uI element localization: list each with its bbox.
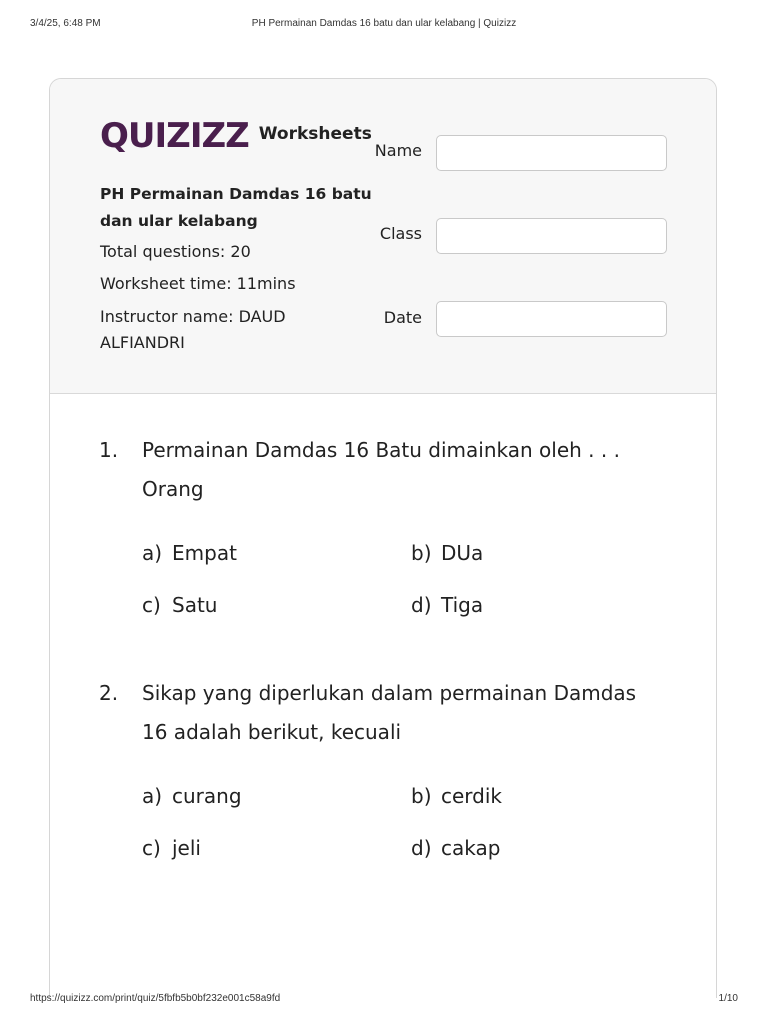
option-c [142, 591, 217, 619]
print-header [0, 18, 768, 34]
name-label: Name [374, 141, 422, 160]
class-label: Class [379, 224, 422, 243]
instructor-name: Instructor name: DAUD ALFIANDRI [100, 307, 286, 352]
option-letter: d) [411, 593, 432, 617]
option-a [142, 782, 242, 810]
class-field[interactable] [436, 218, 667, 254]
option-letter: b) [411, 541, 432, 565]
option-a [142, 539, 237, 567]
option-c [142, 834, 201, 862]
date-field[interactable] [436, 301, 667, 337]
option-text: DUa [441, 541, 484, 565]
question-text: Sikap yang diperlukan dalam permainan Damdas 16 adalah berikut, kecuali [142, 681, 637, 744]
name-field[interactable] [436, 135, 667, 171]
print-url[interactable]: https://quizizz.com/print/quiz/5fbfb5b0bf232e001c58a9fd [30, 993, 281, 1004]
option-letter: d) [411, 836, 432, 860]
print-datetime: 3/4/25, 6:48 PM [30, 18, 101, 29]
option-text: curang [172, 784, 242, 808]
option-d [411, 591, 483, 619]
worksheet [49, 78, 717, 998]
option-text: cakap [441, 836, 501, 860]
option-text: Satu [172, 593, 218, 617]
question-number: 1. [99, 438, 119, 462]
option-text: jeli [172, 836, 201, 860]
quizizz-logo [100, 115, 372, 157]
option-b [411, 539, 483, 567]
brand-subtitle: Worksheets [258, 124, 372, 144]
brand-wordmark: QUIZIZZ [100, 116, 249, 156]
option-text: Tiga [441, 593, 484, 617]
option-letter: b) [411, 784, 432, 808]
date-label: Date [383, 308, 422, 327]
worksheet-time: Worksheet time: 11mins [100, 274, 296, 293]
total-questions: Total questions: 20 [100, 242, 251, 261]
option-d [411, 834, 500, 862]
question-text: Permainan Damdas 16 Batu dimainkan oleh . . . Orang [142, 438, 620, 501]
option-letter: c) [142, 593, 161, 617]
option-letter: a) [142, 541, 163, 565]
option-b [411, 782, 502, 810]
question-number: 2. [99, 681, 119, 705]
option-letter: c) [142, 836, 161, 860]
page-number: 1/10 [718, 993, 738, 1004]
option-letter: a) [142, 784, 163, 808]
print-title: PH Permainan Damdas 16 batu dan ular kelabang | Quizizz [251, 18, 517, 29]
option-text: cerdik [441, 784, 503, 808]
worksheet-title: PH Permainan Damdas 16 batu dan ular kelabang [100, 185, 372, 230]
worksheet-header [50, 79, 716, 394]
print-footer [0, 993, 768, 1009]
option-text: Empat [172, 541, 237, 565]
